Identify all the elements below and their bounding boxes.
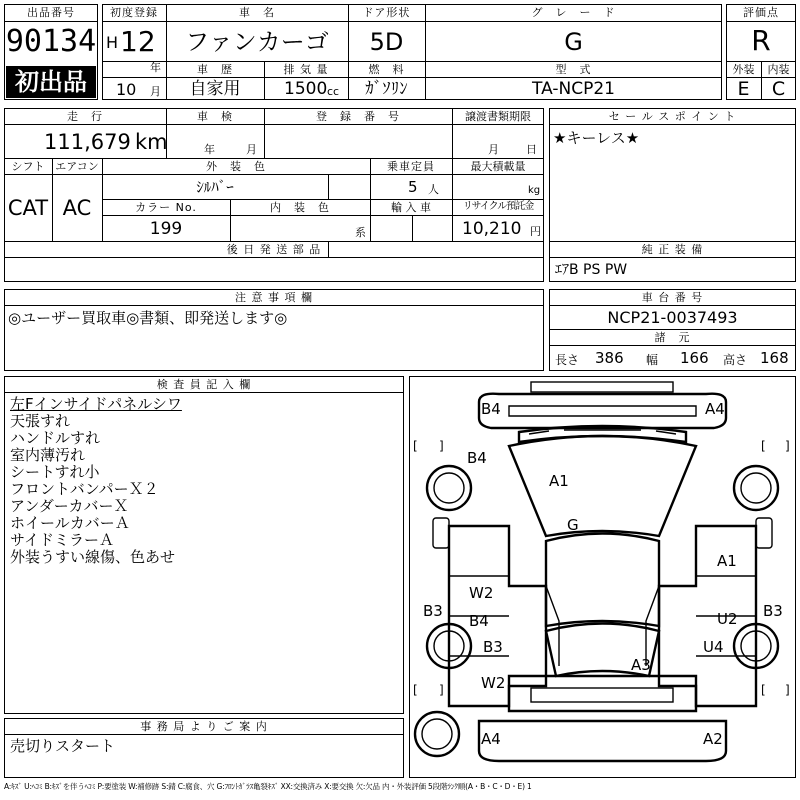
grille (509, 406, 696, 416)
exterior-grade: E (737, 78, 750, 100)
year-unit: 年 (150, 61, 161, 74)
transfer-day-unit: 日 (526, 143, 537, 156)
inspector-label: 検 査 員 記 入 欄 (156, 378, 252, 391)
inspector-line: フロントバンパーＸ２ (10, 480, 159, 498)
inspector-line: ホイールカバーＡ (10, 514, 130, 532)
width: 166 (680, 349, 709, 367)
notes-text: ◎ユーザー買取車◎書類、即発送します◎ (8, 309, 288, 327)
grade-label: グ レ ー ド (531, 6, 616, 19)
inspector-line: 天張すれ (10, 412, 71, 430)
chassis-label: 車 台 番 号 (641, 291, 704, 304)
int-color-label: 内 装 色 (270, 201, 330, 214)
roof (546, 534, 659, 627)
sales-points-label: セ ー ル ス ポ イ ン ト (608, 110, 737, 123)
first-reg-label: 初度登録 (110, 6, 158, 19)
front-bumper (479, 394, 726, 428)
equipment-label: 純 正 装 備 (641, 243, 704, 256)
ext-color-label: 外 装 色 (206, 160, 266, 173)
office-label: 事 務 局 よ り ご 案 内 (140, 720, 268, 733)
displacement-unit: cc (327, 85, 340, 98)
ac: AC (62, 196, 92, 220)
mark-door-left-rear: B4 (469, 612, 489, 630)
inspector-line: シートすれ小 (10, 463, 100, 481)
front-bumper-top (531, 382, 673, 392)
mirror-right (756, 518, 772, 548)
height-label: 高さ (723, 353, 748, 367)
recycle: 10,210 (462, 219, 522, 239)
reg-year: 12 (120, 25, 156, 58)
dims-label: 諸 元 (654, 331, 691, 344)
interior-grade: C (771, 78, 786, 100)
office-text: 売切りスタート (10, 737, 116, 755)
mark-quarter-left: B3 (483, 638, 503, 656)
mileage-label: 走 行 (67, 110, 103, 123)
inspector-line: アンダーカバーＸ (10, 497, 129, 515)
equipment: ｴｱB PS PW (555, 262, 628, 278)
mirror-left (433, 518, 449, 548)
inspection-year-unit: 年 (204, 143, 215, 156)
model-code: TA-NCP21 (532, 79, 615, 99)
chassis-number: NCP21-0037493 (607, 308, 738, 327)
legend: A:ｷｽﾞ U:ﾍｺﾐ B:ｷｽﾞを伴うﾍｺﾐ P:要塗装 W:補修跡 S:錆 C:腐食、穴 G:ﾌﾛﾝﾄｶﾞﾗｽ亀裂ｷｽﾞ XX:交換済み X:要交換 欠:欠品 内・外装評価 5段階ﾗﾝｸ順(A・B・C・D・E) 1 (4, 782, 532, 791)
svg-text:[: [ (761, 439, 766, 453)
mark-door-right-rear: U2 (717, 610, 738, 628)
lot-label: 出品番号 (27, 6, 75, 19)
mark-fender-left: B4 (467, 449, 487, 467)
length-label: 長さ (555, 353, 580, 367)
recycle-label: リサイクル預託金 (462, 201, 534, 212)
mark-hood: A1 (549, 472, 569, 490)
grade: G (564, 28, 583, 56)
color-no: 199 (149, 219, 183, 239)
mark-rear-right: A2 (703, 730, 723, 748)
rear-body (509, 676, 696, 711)
shift-label: シフト (11, 160, 45, 173)
shift: CAT (7, 196, 49, 220)
inspector-line: 左Fインサイドパネルシワ (10, 395, 182, 413)
month-unit: 月 (150, 85, 161, 98)
model-name: ファンカーゴ (185, 28, 329, 56)
int-color-suffix: 系 (355, 226, 366, 239)
mileage-unit: km (135, 130, 168, 154)
svg-text:]: ] (785, 439, 790, 453)
mark-rear-left: A4 (481, 730, 501, 748)
notes-label: 注 意 事 項 欄 (235, 291, 313, 304)
recycle-unit: 円 (530, 225, 541, 238)
rear-panel (531, 688, 673, 702)
score: R (751, 24, 771, 57)
mark-windshield: G (567, 516, 579, 534)
mileage: 111,679 (44, 130, 131, 154)
mark-roof-rear: A3 (631, 656, 651, 674)
capacity-unit: 人 (428, 183, 439, 196)
mark-door-right-front: A1 (717, 552, 737, 570)
mark-rear-left-lower: W2 (481, 674, 506, 692)
later-parts-label: 後 日 発 送 部 品 (226, 243, 322, 256)
hood-vents (529, 430, 676, 434)
cabin-outline (509, 436, 696, 536)
max-load-label: 最大積載量 (470, 160, 526, 173)
lot-number: 90134 (5, 24, 97, 59)
inspector-line: ハンドルすれ (10, 429, 101, 447)
fuel-label: 燃 料 (368, 63, 405, 76)
model-code-label: 型 式 (555, 63, 592, 76)
mark-front-right: A4 (705, 400, 725, 418)
car-diagram (409, 376, 796, 778)
capacity-label: 乗車定員 (387, 160, 435, 173)
inspector-line: 室内薄汚れ (10, 446, 86, 464)
ext-color: ｼﾙﾊﾞｰ (196, 178, 234, 196)
inspector-line: 外装うすい線傷、色あせ (10, 548, 176, 566)
reg-month: 10 (116, 80, 137, 99)
svg-text:]: ] (439, 439, 444, 453)
score-label: 評価点 (743, 6, 779, 19)
length: 386 (595, 349, 624, 367)
model-name-label: 車 名 (239, 6, 275, 19)
fuel: ｶﾞｿﾘﾝ (365, 79, 408, 99)
door-label: ドア形状 (362, 6, 411, 19)
rear-bumper (479, 721, 726, 761)
svg-text:]: ] (439, 683, 444, 697)
inspection-month-unit: 月 (246, 143, 257, 156)
mark-front-left: B4 (481, 400, 501, 418)
exterior-label: 外装 (732, 63, 755, 76)
transfer-month-unit: 月 (488, 143, 499, 156)
history-label: 車 歴 (197, 63, 233, 76)
transfer-label: 譲渡書類期限 (465, 110, 531, 123)
ac-label: エアコン (55, 160, 99, 173)
mark-sill-right: B3 (763, 602, 783, 620)
history: 自家用 (189, 79, 241, 99)
era: H (106, 33, 119, 52)
color-no-label: カラー No. (135, 201, 197, 214)
displacement-label: 排 気 量 (283, 63, 329, 76)
mark-door-left-front: W2 (469, 584, 494, 602)
inspector-notes (10, 396, 182, 566)
import-label: 輸 入 車 (391, 201, 431, 214)
svg-text:[: [ (413, 439, 418, 453)
sales-points-text: ★キーレス★ (553, 129, 640, 147)
plate-label: 登 録 番 号 (316, 110, 400, 123)
width-label: 幅 (646, 353, 659, 367)
max-load-unit: kg (528, 185, 541, 196)
inspection-label: 車 検 (197, 110, 233, 123)
height: 168 (760, 349, 789, 367)
first-listing-badge: 初出品 (6, 66, 96, 98)
svg-text:]: ] (785, 683, 790, 697)
svg-text:[: [ (761, 683, 766, 697)
svg-text:[: [ (413, 683, 418, 697)
door-type: 5D (369, 28, 404, 56)
displacement: 1500 (284, 79, 328, 99)
capacity: 5 (408, 178, 418, 196)
interior-label: 内装 (767, 63, 790, 76)
mark-quarter-right: U4 (703, 638, 724, 656)
mark-sill-left: B3 (423, 602, 443, 620)
inspector-line: サイドミラーＡ (10, 531, 114, 549)
